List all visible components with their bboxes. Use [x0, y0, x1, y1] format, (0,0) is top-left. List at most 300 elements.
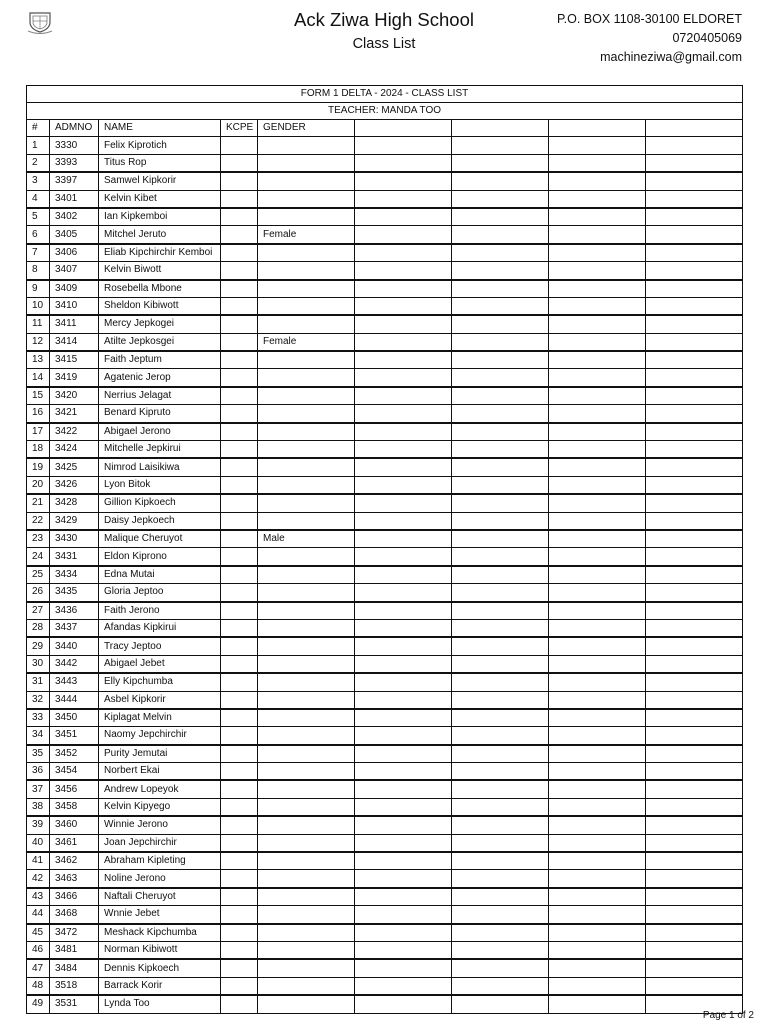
table-row	[27, 959, 743, 977]
cell-blank	[355, 548, 452, 566]
cell-blank	[355, 977, 452, 995]
cell-name: Agatenic Jerop	[99, 369, 221, 387]
cell-blank	[646, 226, 743, 244]
cell-gender	[258, 351, 355, 369]
cell-blank	[355, 834, 452, 852]
table-row	[27, 137, 743, 154]
cell-blank	[549, 602, 646, 620]
cell-blank	[355, 172, 452, 190]
cell-blank	[452, 602, 549, 620]
cell-gender	[258, 262, 355, 280]
cell-blank	[355, 387, 452, 405]
table-row	[27, 512, 743, 530]
table-row	[27, 798, 743, 816]
cell-blank	[452, 977, 549, 995]
cell-number: 40	[27, 834, 50, 852]
table-row	[27, 262, 743, 280]
cell-blank	[355, 244, 452, 262]
cell-admno: 3434	[50, 566, 99, 584]
cell-blank	[549, 548, 646, 566]
cell-kcpe	[221, 709, 258, 727]
cell-blank	[549, 333, 646, 351]
cell-name: Lyon Bitok	[99, 476, 221, 494]
cell-number: 12	[27, 333, 50, 351]
table-row	[27, 977, 743, 995]
cell-name: Mercy Jepkogei	[99, 315, 221, 333]
cell-blank	[355, 852, 452, 870]
cell-kcpe	[221, 190, 258, 208]
cell-gender	[258, 387, 355, 405]
cell-gender	[258, 637, 355, 655]
cell-number: 49	[27, 995, 50, 1013]
email-address: machineziwa@gmail.com	[600, 50, 742, 64]
cell-admno: 3463	[50, 870, 99, 888]
cell-admno: 3454	[50, 763, 99, 781]
cell-blank	[355, 208, 452, 226]
cell-blank	[452, 226, 549, 244]
cell-name: Lynda Too	[99, 995, 221, 1013]
cell-blank	[355, 333, 452, 351]
cell-blank	[452, 959, 549, 977]
cell-admno: 3424	[50, 441, 99, 459]
cell-name: Daisy Jepkoech	[99, 512, 221, 530]
cell-admno: 3435	[50, 584, 99, 602]
cell-admno: 3429	[50, 512, 99, 530]
cell-blank	[452, 655, 549, 673]
cell-gender	[258, 888, 355, 906]
cell-name: Naftali Cheruyot	[99, 888, 221, 906]
table-row	[27, 244, 743, 262]
cell-blank	[452, 315, 549, 333]
phone-number: 0720405069	[672, 31, 742, 45]
cell-name: Afandas Kipkirui	[99, 619, 221, 637]
cell-blank	[452, 530, 549, 548]
cell-name: Faith Jeptum	[99, 351, 221, 369]
table-row	[27, 476, 743, 494]
cell-admno: 3444	[50, 691, 99, 709]
cell-number: 48	[27, 977, 50, 995]
col-header-admno: ADMNO	[50, 120, 99, 137]
cell-admno: 3468	[50, 906, 99, 924]
cell-blank	[355, 137, 452, 154]
cell-name: Purity Jemutai	[99, 745, 221, 763]
cell-blank	[355, 154, 452, 172]
table-row	[27, 208, 743, 226]
cell-kcpe	[221, 405, 258, 423]
table-row	[27, 226, 743, 244]
cell-admno: 3430	[50, 530, 99, 548]
cell-blank	[452, 888, 549, 906]
cell-gender: Female	[258, 333, 355, 351]
table-row	[27, 924, 743, 942]
cell-admno: 3428	[50, 494, 99, 512]
cell-admno: 3518	[50, 977, 99, 995]
cell-blank	[355, 745, 452, 763]
table-row	[27, 727, 743, 745]
cell-number: 24	[27, 548, 50, 566]
cell-blank	[452, 369, 549, 387]
cell-blank	[355, 888, 452, 906]
cell-kcpe	[221, 280, 258, 298]
cell-blank	[549, 226, 646, 244]
cell-name: Mitchel Jeruto	[99, 226, 221, 244]
cell-blank	[549, 619, 646, 637]
cell-blank	[355, 709, 452, 727]
cell-name: Abigael Jebet	[99, 655, 221, 673]
cell-gender	[258, 602, 355, 620]
cell-number: 32	[27, 691, 50, 709]
postal-address: P.O. BOX 1108-30100 ELDORET	[556, 12, 742, 26]
cell-blank	[646, 673, 743, 691]
cell-number: 47	[27, 959, 50, 977]
cell-gender	[258, 977, 355, 995]
cell-number: 46	[27, 941, 50, 959]
cell-blank	[549, 637, 646, 655]
table-row	[27, 673, 743, 691]
cell-blank	[355, 280, 452, 298]
cell-blank	[549, 315, 646, 333]
cell-admno: 3456	[50, 780, 99, 798]
cell-admno: 3409	[50, 280, 99, 298]
col-header-gender: GENDER	[258, 120, 355, 137]
cell-blank	[355, 995, 452, 1013]
cell-blank	[452, 798, 549, 816]
cell-kcpe	[221, 494, 258, 512]
cell-blank	[452, 584, 549, 602]
cell-kcpe	[221, 208, 258, 226]
cell-blank	[355, 566, 452, 584]
cell-number: 45	[27, 924, 50, 942]
table-row	[27, 691, 743, 709]
cell-gender	[258, 137, 355, 154]
table-row	[27, 834, 743, 852]
cell-number: 20	[27, 476, 50, 494]
table-row	[27, 566, 743, 584]
cell-gender	[258, 870, 355, 888]
cell-kcpe	[221, 441, 258, 459]
cell-name: Eliab Kipchirchir Kemboi	[99, 244, 221, 262]
cell-blank	[549, 763, 646, 781]
cell-blank	[549, 727, 646, 745]
cell-blank	[549, 798, 646, 816]
cell-name: Nerrius Jelagat	[99, 387, 221, 405]
cell-number: 23	[27, 530, 50, 548]
cell-blank	[355, 673, 452, 691]
cell-gender	[258, 441, 355, 459]
student-rows	[27, 137, 743, 1013]
cell-blank	[549, 959, 646, 977]
document-subtitle: Class List	[352, 36, 416, 52]
cell-gender	[258, 941, 355, 959]
cell-blank	[646, 387, 743, 405]
cell-blank	[355, 369, 452, 387]
table-row	[27, 494, 743, 512]
table-row	[27, 333, 743, 351]
cell-blank	[549, 387, 646, 405]
cell-kcpe	[221, 154, 258, 172]
cell-blank	[452, 924, 549, 942]
cell-name: Meshack Kipchumba	[99, 924, 221, 942]
cell-blank	[646, 888, 743, 906]
teacher-name: TEACHER: MANDA TOO	[27, 103, 743, 120]
cell-blank	[355, 691, 452, 709]
cell-blank	[646, 530, 743, 548]
cell-admno: 3397	[50, 172, 99, 190]
table-row	[27, 745, 743, 763]
cell-blank	[549, 834, 646, 852]
cell-kcpe	[221, 244, 258, 262]
cell-number: 4	[27, 190, 50, 208]
cell-blank	[646, 780, 743, 798]
cell-blank	[549, 369, 646, 387]
cell-gender	[258, 566, 355, 584]
cell-blank	[646, 315, 743, 333]
cell-blank	[646, 244, 743, 262]
cell-blank	[549, 262, 646, 280]
cell-name: Titus Rop	[99, 154, 221, 172]
cell-blank	[549, 780, 646, 798]
cell-kcpe	[221, 226, 258, 244]
cell-blank	[355, 727, 452, 745]
cell-gender	[258, 691, 355, 709]
cell-number: 18	[27, 441, 50, 459]
cell-number: 43	[27, 888, 50, 906]
cell-admno: 3437	[50, 619, 99, 637]
col-header-name: NAME	[99, 120, 221, 137]
cell-name: Faith Jerono	[99, 602, 221, 620]
cell-gender	[258, 995, 355, 1013]
cell-admno: 3484	[50, 959, 99, 977]
cell-name: Abraham Kipleting	[99, 852, 221, 870]
cell-name: Gloria Jeptoo	[99, 584, 221, 602]
cell-kcpe	[221, 941, 258, 959]
cell-blank	[646, 351, 743, 369]
cell-blank	[452, 280, 549, 298]
table-row	[27, 405, 743, 423]
cell-name: Rosebella Mbone	[99, 280, 221, 298]
cell-blank	[549, 655, 646, 673]
table-row	[27, 995, 743, 1013]
col-header-blank	[549, 120, 646, 137]
cell-number: 37	[27, 780, 50, 798]
cell-blank	[452, 137, 549, 154]
cell-admno: 3458	[50, 798, 99, 816]
cell-name: Ian Kipkemboi	[99, 208, 221, 226]
cell-gender	[258, 458, 355, 476]
cell-blank	[452, 745, 549, 763]
cell-admno: 3407	[50, 262, 99, 280]
cell-kcpe	[221, 673, 258, 691]
cell-admno: 3421	[50, 405, 99, 423]
cell-name: Malique Cheruyot	[99, 530, 221, 548]
cell-blank	[452, 834, 549, 852]
cell-gender	[258, 512, 355, 530]
cell-name: Norbert Ekai	[99, 763, 221, 781]
cell-kcpe	[221, 637, 258, 655]
cell-gender	[258, 405, 355, 423]
cell-blank	[355, 816, 452, 834]
cell-blank	[646, 423, 743, 441]
cell-admno: 3451	[50, 727, 99, 745]
cell-gender	[258, 369, 355, 387]
cell-blank	[549, 995, 646, 1013]
cell-blank	[646, 619, 743, 637]
cell-admno: 3531	[50, 995, 99, 1013]
cell-admno: 3440	[50, 637, 99, 655]
cell-name: Winnie Jerono	[99, 816, 221, 834]
cell-gender	[258, 244, 355, 262]
cell-number: 29	[27, 637, 50, 655]
cell-gender	[258, 924, 355, 942]
cell-blank	[549, 941, 646, 959]
cell-blank	[646, 816, 743, 834]
cell-blank	[355, 476, 452, 494]
cell-blank	[452, 262, 549, 280]
cell-name: Samwel Kipkorir	[99, 172, 221, 190]
cell-blank	[549, 137, 646, 154]
cell-blank	[646, 297, 743, 315]
cell-number: 27	[27, 602, 50, 620]
cell-blank	[646, 208, 743, 226]
table-row	[27, 816, 743, 834]
cell-admno: 3462	[50, 852, 99, 870]
cell-kcpe	[221, 995, 258, 1013]
cell-blank	[355, 780, 452, 798]
cell-admno: 3411	[50, 315, 99, 333]
table-row	[27, 655, 743, 673]
cell-blank	[355, 619, 452, 637]
cell-blank	[355, 423, 452, 441]
cell-kcpe	[221, 584, 258, 602]
cell-admno: 3330	[50, 137, 99, 154]
cell-gender	[258, 763, 355, 781]
cell-blank	[646, 333, 743, 351]
cell-blank	[355, 262, 452, 280]
col-header-kcpe: KCPE	[221, 120, 258, 137]
cell-gender	[258, 834, 355, 852]
cell-name: Gillion Kipkoech	[99, 494, 221, 512]
cell-blank	[452, 619, 549, 637]
cell-blank	[355, 655, 452, 673]
cell-blank	[355, 351, 452, 369]
cell-gender	[258, 619, 355, 637]
cell-gender: Female	[258, 226, 355, 244]
cell-kcpe	[221, 512, 258, 530]
cell-gender	[258, 548, 355, 566]
cell-blank	[452, 423, 549, 441]
cell-blank	[549, 745, 646, 763]
cell-kcpe	[221, 530, 258, 548]
cell-number: 16	[27, 405, 50, 423]
cell-gender	[258, 655, 355, 673]
cell-blank	[549, 870, 646, 888]
cell-kcpe	[221, 798, 258, 816]
table-row	[27, 315, 743, 333]
cell-name: Tracy Jeptoo	[99, 637, 221, 655]
cell-blank	[452, 780, 549, 798]
table-row	[27, 780, 743, 798]
cell-name: Abigael Jerono	[99, 423, 221, 441]
cell-number: 35	[27, 745, 50, 763]
cell-admno: 3420	[50, 387, 99, 405]
table-row	[27, 906, 743, 924]
cell-gender	[258, 280, 355, 298]
col-header-blank	[646, 120, 743, 137]
table-row	[27, 888, 743, 906]
cell-blank	[452, 208, 549, 226]
cell-kcpe	[221, 423, 258, 441]
table-row	[27, 852, 743, 870]
cell-kcpe	[221, 816, 258, 834]
cell-kcpe	[221, 834, 258, 852]
cell-number: 39	[27, 816, 50, 834]
cell-name: Barrack Korir	[99, 977, 221, 995]
cell-admno: 3414	[50, 333, 99, 351]
cell-blank	[452, 852, 549, 870]
page-number: Page 1 of 2	[702, 1010, 754, 1021]
cell-blank	[646, 745, 743, 763]
cell-kcpe	[221, 476, 258, 494]
cell-blank	[646, 870, 743, 888]
cell-blank	[355, 226, 452, 244]
cell-blank	[452, 548, 549, 566]
table-row	[27, 351, 743, 369]
cell-admno: 3426	[50, 476, 99, 494]
cell-name: Edna Mutai	[99, 566, 221, 584]
cell-kcpe	[221, 727, 258, 745]
cell-admno: 3425	[50, 458, 99, 476]
cell-blank	[646, 691, 743, 709]
cell-blank	[452, 387, 549, 405]
cell-blank	[646, 512, 743, 530]
cell-gender	[258, 780, 355, 798]
cell-name: Benard Kipruto	[99, 405, 221, 423]
cell-blank	[355, 494, 452, 512]
cell-kcpe	[221, 137, 258, 154]
cell-blank	[549, 673, 646, 691]
cell-blank	[646, 637, 743, 655]
cell-number: 21	[27, 494, 50, 512]
cell-blank	[452, 476, 549, 494]
school-name: Ack Ziwa High School	[294, 9, 474, 30]
cell-blank	[452, 333, 549, 351]
cell-blank	[646, 458, 743, 476]
cell-kcpe	[221, 906, 258, 924]
cell-blank	[646, 798, 743, 816]
cell-admno: 3402	[50, 208, 99, 226]
cell-blank	[646, 852, 743, 870]
cell-blank	[452, 691, 549, 709]
cell-blank	[549, 476, 646, 494]
cell-blank	[646, 709, 743, 727]
cell-blank	[452, 405, 549, 423]
cell-gender	[258, 745, 355, 763]
cell-blank	[452, 154, 549, 172]
cell-number: 30	[27, 655, 50, 673]
cell-gender	[258, 709, 355, 727]
cell-kcpe	[221, 369, 258, 387]
table-row	[27, 530, 743, 548]
cell-blank	[355, 530, 452, 548]
cell-blank	[452, 244, 549, 262]
cell-blank	[355, 924, 452, 942]
cell-blank	[646, 548, 743, 566]
table-row	[27, 870, 743, 888]
cell-blank	[646, 906, 743, 924]
cell-number: 34	[27, 727, 50, 745]
table-row	[27, 172, 743, 190]
cell-blank	[549, 977, 646, 995]
